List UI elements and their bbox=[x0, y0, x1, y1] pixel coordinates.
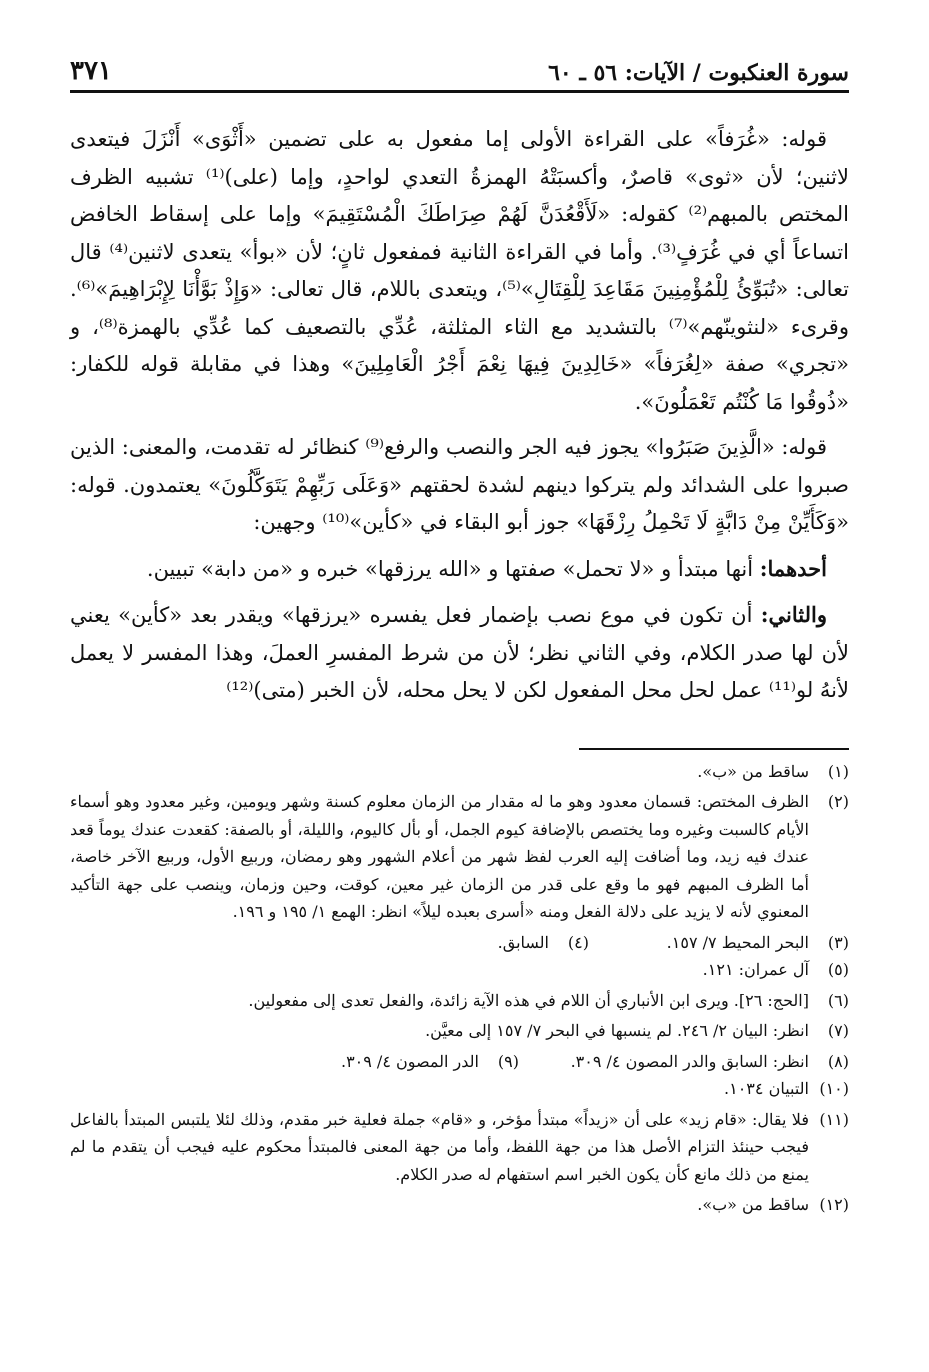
footnote-8: (٨) انظر: السابق والدر المصون ٤/ ٣٠٩. bbox=[570, 1051, 849, 1071]
footnote-2: (٢) الظرف المختص: قسمان معدود وهو ما له مقدار من الزمان معلوم كسنة وشهر ويومين، وغير معدود وهو أسماء الأيام كالسبت وغيره وما يختصص بالإضافة كيوم الجمل، أو بأل كاليوم، والليلة، أو بالصفة: كقعدت عندك يوماً قعد عندك فيه زيد، وما أضافت إليه العرب لفظ شهر من أعلام الشهور وهو رمضان، وربيع الأول، وربيع الآخر خاصة، أما الظرف المبهم فهو ما وقع على قدر من الزمان غير معين، كوقت، وحين وزمان، وينصب على جهة التأكيد المعنوي لأنه لا يزيد على دلالة الفعل ومنه «أسرى بعبده ليلاً» انظر: الهمع ١/ ١٩٥ و ١٩٦. bbox=[70, 792, 849, 921]
paragraph-4-text: أن تكون في موع نصب بإضمار فعل يفسره «يرزقها» ويقدر بعد «كأين» يعني لأن لها صدر الكلام، وفي الثاني نظر؛ لأن من شرط المفسرِ العملَ، وهذا المفسر لا يعمل لأنهُ لو⁽¹¹⁾ عمل لحل محل المفعول لكن لا يحل محله، لأن الخبر (متى)⁽¹²⁾ bbox=[70, 603, 849, 702]
footnote-12: (١٢) ساقط من «ب». bbox=[697, 1195, 849, 1214]
main-text bbox=[70, 121, 849, 710]
footnote-6: (٦) [الحج: ٢٦]. ويرى ابن الأنباري أن اللام في هذه الآية زائدة، والفعل تعدى إلى مفعولين. bbox=[248, 990, 849, 1010]
footnote-row-3-4 bbox=[70, 929, 849, 957]
footnotes bbox=[70, 758, 849, 1219]
page-number: ٣٧١ bbox=[70, 56, 112, 86]
footnote-11: (١١) فلا يقال: «قام زيد» على أن «زيداً» مبتدأ مؤخر، و «قام» جملة فعلية خبر مقدم، وذلك لئلا يلتبس المبتدأ بالفاعل فيجب حينئذ التزام الأصل هذا من جهة اللفظ، وأما من جهة المعنى فالمبتدأ محكوم عليه فيجب أن يتقدم ما لم يمنع من ذلك مانع كأن يكون الخبر اسم استفهام له صدر الكلام. bbox=[70, 1109, 849, 1184]
running-title: سورة العنكبوت / الآيات: ٥٦ ـ ٦٠ bbox=[548, 60, 849, 86]
footnote-4: (٤) السابق. bbox=[497, 932, 589, 952]
footnote-7: (٧) انظر: البيان ٢/ ٢٤٦. لم ينسبها في البحر ٧/ ١٥٧ إلى معيَّن. bbox=[425, 1021, 849, 1040]
footnote-10: (١٠) التبيان ١٠٣٤. bbox=[724, 1079, 849, 1098]
paragraph-1: قوله: «غُرَفاً» على القراءة الأولى إما مفعول به على تضمين «أَثْوَى» أَنْزَلَ فيتعدى لاثنين؛ لأن «ثوى» قاصرٌ، وأكسبَتْهُ الهمزةُ التعدي لواحدٍ، وإما (على)⁽¹⁾ تشبيه الظرف المختص بالمبهم⁽²⁾ كقوله: «لَأَقْعُدَنَّ لَهُمْ صِرَاطَكَ الْمُسْتَقِيمَ» وإما على إسقاط الخافض اتساعاً أي في غُرَفٍ⁽³⁾. وأما في القراءة الثانية فمفعول ثانٍ؛ لأن «بوأ» يتعدى لاثنين⁽⁴⁾ قال تعالى: «تُبَوِّئُ لِلْمُؤْمِنِينَ مَقَاعِدَ لِلْقِتَالِ»⁽⁵⁾، ويتعدى باللام، قال تعالى: «وَإِذْ بَوَّأْنَا لِإِبْرَاهِيمَ»⁽⁶⁾. وقرىء «لنثوينّهم»⁽⁷⁾ بالتشديد مع الثاء المثلثة، عُدِّي بالتصعيف كما عُدِّي بالهمزة⁽⁸⁾، و «تجري» صفة «لِغُرَفاً» «خَالِدِينَ فِيهَا نِعْمَ أَجْرُ الْعَامِلِينَ» وهذا في مقابلة قوله للكفار: «ذُوقُوا مَا كُنْتُم تَعْمَلُونَ». bbox=[70, 127, 849, 414]
page-header bbox=[70, 40, 849, 93]
footnote-9: (٩) الدر المصون ٤/ ٣٠٩. bbox=[340, 1051, 519, 1071]
paragraph-4 bbox=[70, 596, 849, 710]
paragraph-3-label: أحدهما: bbox=[759, 555, 827, 581]
paragraph-3 bbox=[70, 550, 849, 589]
footnote-3: (٣) البحر المحيط ٧/ ١٥٧. bbox=[666, 932, 849, 952]
paragraph-3-text: أنها مبتدأ و «لا تحمل» صفتها و «الله يرزقها» خبره و «من دابة» تبيين. bbox=[146, 556, 754, 581]
paragraph-4-label: والثاني: bbox=[760, 602, 827, 627]
footnote-5: (٥) آل عمران: ١٢١. bbox=[702, 960, 849, 979]
footnote-row-8-9 bbox=[70, 1048, 849, 1076]
paragraph-2: قوله: «الَّذِينَ صَبَرُوا» يجوز فيه الجر والنصب والرفع⁽⁹⁾ كنظائر له تقدمت، والمعنى: الذين صبروا على الشدائد ولم يتركوا دينهم لشدة لحقتهم «وَعَلَى رَبِّهِمْ يَتَوَكَّلُونَ» يعتمدون. قوله: «وَكَأَيِّنْ مِنْ دَابَّةٍ لَا تَحْمِلُ رِزْقَهَا» جوز أبو البقاء في «كأين»⁽¹⁰⁾ وجهين: bbox=[70, 435, 849, 534]
footnote-1: (١) ساقط من «ب». bbox=[697, 761, 849, 781]
footnote-separator bbox=[579, 748, 849, 750]
